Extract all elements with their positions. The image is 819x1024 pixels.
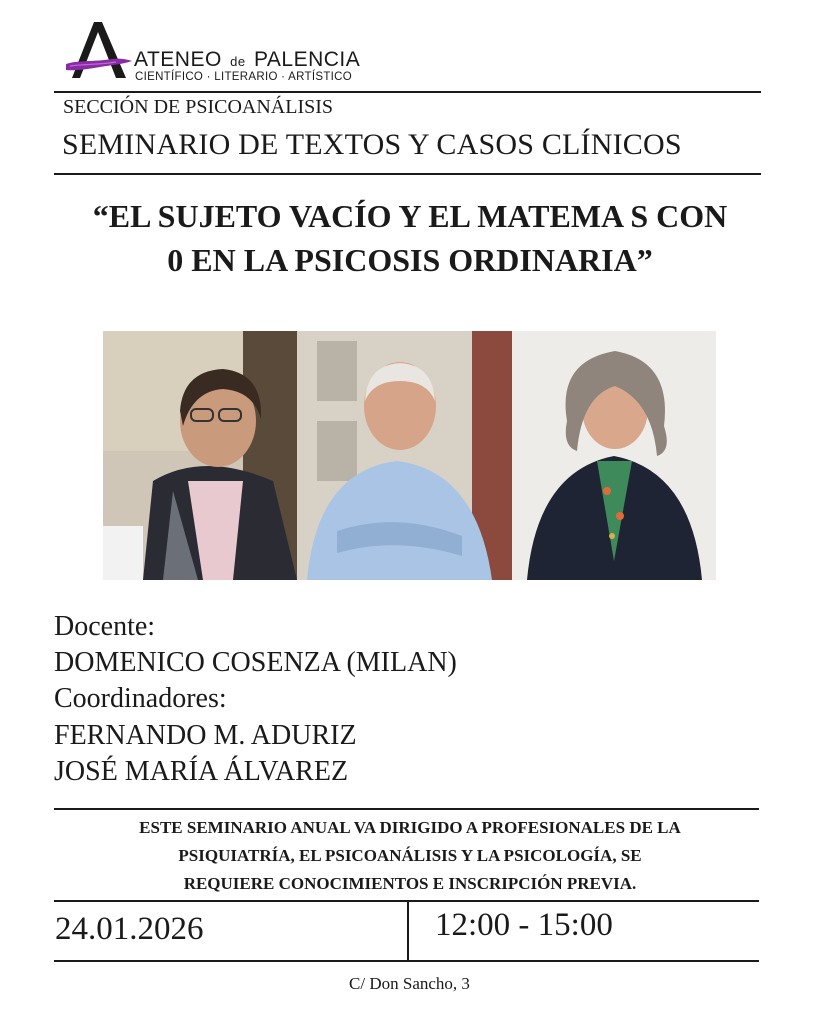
coordinador-2-name: JOSÉ MARÍA ÁLVAREZ bbox=[54, 756, 349, 787]
coordinador-1-name: FERNANDO M. ADURIZ bbox=[54, 720, 357, 751]
event-date: 24.01.2026 bbox=[55, 911, 204, 947]
talk-title-line-2: 0 EN LA PSICOSIS ORDINARIA” bbox=[167, 242, 653, 278]
talk-title-line-1: “EL SUJETO VACÍO Y EL MATEMA S CON bbox=[92, 198, 728, 234]
logo-name-de: de bbox=[230, 54, 246, 69]
header-bottom-rule bbox=[54, 173, 761, 175]
notice-line-2: PSIQUIATRÍA, EL PSICOANÁLISIS Y LA PSICOLOGÍA, SE bbox=[178, 846, 642, 865]
section-title: SECCIÓN DE PSICOANÁLISIS bbox=[63, 96, 334, 118]
schedule-bottom-rule bbox=[54, 960, 759, 962]
top-rule bbox=[54, 91, 761, 93]
docente-name: DOMENICO COSENZA (MILAN) bbox=[54, 647, 457, 678]
logo-name-palencia: PALENCIA bbox=[253, 48, 361, 71]
notice-top-rule bbox=[54, 808, 759, 810]
schedule-divider bbox=[407, 902, 409, 961]
logo-subtitle: CIENTÍFICO · LITERARIO · ARTÍSTICO bbox=[135, 71, 353, 83]
docente-label: Docente: bbox=[54, 611, 156, 642]
coordinadores-label: Coordinadores: bbox=[54, 683, 227, 714]
speaker-photos bbox=[103, 331, 716, 580]
speaker-photo-1 bbox=[103, 331, 297, 580]
logo-name-ateneo: ATENEO bbox=[134, 48, 222, 71]
speaker-photo-3 bbox=[512, 331, 716, 580]
address: C/ Don Sancho, 3 bbox=[349, 974, 470, 993]
event-time: 12:00 - 15:00 bbox=[435, 907, 613, 943]
speaker-photo-2 bbox=[297, 331, 512, 580]
notice-line-3: REQUIERE CONOCIMIENTOS E INSCRIPCIÓN PREVIA. bbox=[183, 874, 637, 893]
seminar-title: SEMINARIO DE TEXTOS Y CASOS CLÍNICOS bbox=[62, 128, 682, 161]
notice-line-1: ESTE SEMINARIO ANUAL VA DIRIGIDO A PROFESIONALES DE LA bbox=[139, 818, 681, 837]
ateneo-logo-mark bbox=[64, 18, 134, 82]
logo-wordmark bbox=[134, 48, 360, 72]
